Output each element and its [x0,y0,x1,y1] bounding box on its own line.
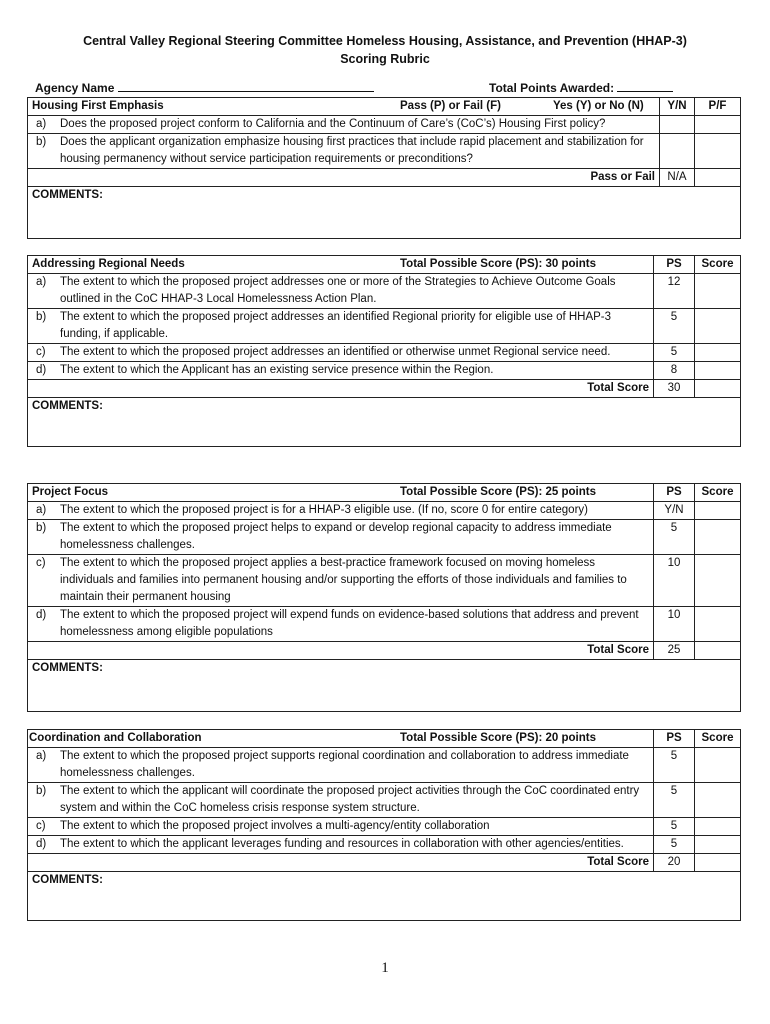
item-text: The extent to which the proposed project involves a multi-agency/entity collaboration [60,820,490,832]
item-letter: a) [36,276,47,288]
section-title: Addressing Regional Needs [32,258,185,270]
ps-header: PS [654,730,695,748]
item-letter: d) [36,609,47,621]
table-row [28,520,741,555]
ps-value: 8 [654,362,695,380]
total-label: Total Score [28,854,654,872]
ps-value: 5 [654,783,695,818]
total-value: 30 [654,380,695,398]
ps-value: 5 [654,520,695,555]
agency-row [35,80,685,96]
comments-label: COMMENTS: [32,189,103,201]
item-letter: a) [36,504,47,516]
regional-needs-table [27,255,741,447]
ps-header: PS [654,484,695,502]
total-points-line [617,80,673,92]
yn-header: Y/N [660,98,695,116]
item-text: Does the applicant organization emphasize housing first practices that include rapid placement and stabilization for housing permanency without service participation requirements or preconditions? [60,136,644,165]
total-label: Total Score [28,380,654,398]
comments-box[interactable] [28,398,741,447]
document-subtitle: Scoring Rubric [340,52,430,66]
agency-name-label: Agency Name [35,81,115,95]
item-letter: b) [36,522,47,534]
item-letter: b) [36,785,47,797]
possible-score-label: Total Possible Score (PS): 30 points [400,258,596,270]
item-text: The extent to which the proposed project applies a best-practice framework focused on moving homeless individuals and families into permanent housing and/or supporting the efforts of those individuals and families to maintain their permanent housing [60,557,627,603]
table-row [28,134,741,169]
ps-value: Y/N [654,502,695,520]
table-row [28,748,741,783]
table-row [28,818,741,836]
table-row [28,783,741,818]
ps-value: 5 [654,836,695,854]
item-text: The extent to which the proposed project is for a HHAP-3 eligible use. (If no, score 0 for entire category) [60,504,588,516]
item-text: Does the proposed project conform to California and the Continuum of Care’s (CoC’s) Housing First policy? [60,118,606,130]
agency-name-line [118,80,374,92]
item-text: The extent to which the proposed project supports regional coordination and collaboration to address immediate homelessness challenges. [60,750,629,779]
table-row [28,362,741,380]
document-title: Central Valley Regional Steering Committee Homeless Housing, Assistance, and Prevention (HHAP-3) [83,34,687,48]
page-number: 1 [381,960,389,976]
section-title: Housing First Emphasis [32,100,164,112]
coordination-table [27,729,741,921]
section-header [28,730,654,748]
section-title: Coordination and Collaboration [29,732,202,744]
item-letter: a) [36,750,47,762]
possible-score-label: Total Possible Score (PS): 25 points [400,486,596,498]
item-text: The extent to which the proposed project addresses an identified Regional priority for eligible use of HHAP-3 funding, if applicable. [60,311,612,340]
ps-value: 5 [654,818,695,836]
item-text: The extent to which the applicant leverages funding and resources in collaboration with other agencies/entities. [60,838,624,850]
item-letter: d) [36,364,47,376]
item-text: The extent to which the proposed project addresses one or more of the Strategies to Achieve Outcome Goals outlined in the CoC HHAP-3 Local Homelessness Action Plan. [60,276,616,305]
comments-label: COMMENTS: [32,662,103,674]
total-value: N/A [660,169,695,187]
item-letter: b) [36,311,47,323]
comments-box[interactable] [28,872,741,921]
total-label: Total Score [28,642,654,660]
table-row [28,116,741,134]
table-row [28,836,741,854]
table-row [28,502,741,520]
comments-box[interactable] [28,187,741,239]
table-row [28,344,741,362]
comments-label: COMMENTS: [32,400,103,412]
score-header: Score [695,484,741,502]
item-text: The extent to which the proposed project helps to expand or develop regional capacity to address immediate homelessness challenges. [60,522,612,551]
total-value: 25 [654,642,695,660]
project-focus-table [27,483,741,712]
pf-header: P/F [695,98,741,116]
ps-value: 12 [654,274,695,309]
score-header: Score [695,256,741,274]
item-letter: a) [36,118,47,130]
total-value: 20 [654,854,695,872]
ps-value: 5 [654,748,695,783]
ps-value: 5 [654,344,695,362]
total-row [28,854,741,872]
item-letter: c) [36,346,46,358]
score-header: Score [695,730,741,748]
total-label: Pass or Fail [28,169,660,187]
total-points-label: Total Points Awarded: [489,81,615,95]
item-letter: b) [36,136,47,148]
section-title: Project Focus [32,486,109,498]
yes-no-label: Yes (Y) or No (N) [553,100,644,112]
table-row [28,555,741,607]
section-header [28,484,654,502]
item-text: The extent to which the proposed project will expend funds on evidence-based solutions that address and prevent homelessness among eligible populations [60,609,639,638]
total-row [28,380,741,398]
ps-value: 5 [654,309,695,344]
ps-header: PS [654,256,695,274]
section-header [28,98,660,116]
total-row [28,642,741,660]
comments-box[interactable] [28,660,741,712]
ps-value: 10 [654,555,695,607]
table-row [28,309,741,344]
pass-fail-label: Pass (P) or Fail (F) [400,100,501,112]
section-header [28,256,654,274]
item-letter: c) [36,820,46,832]
item-text: The extent to which the proposed project addresses an identified or otherwise unmet Regional service need. [60,346,611,358]
table-row [28,274,741,309]
housing-first-table [27,97,741,239]
item-text: The extent to which the Applicant has an existing service presence within the Region. [60,364,494,376]
item-letter: c) [36,557,46,569]
item-letter: d) [36,838,47,850]
ps-value: 10 [654,607,695,642]
possible-score-label: Total Possible Score (PS): 20 points [400,732,596,744]
item-text: The extent to which the applicant will coordinate the proposed project activities through the CoC coordinated entry system and within the CoC homeless crisis response system structure. [60,785,640,814]
total-row [28,169,741,187]
table-row [28,607,741,642]
comments-label: COMMENTS: [32,874,103,886]
